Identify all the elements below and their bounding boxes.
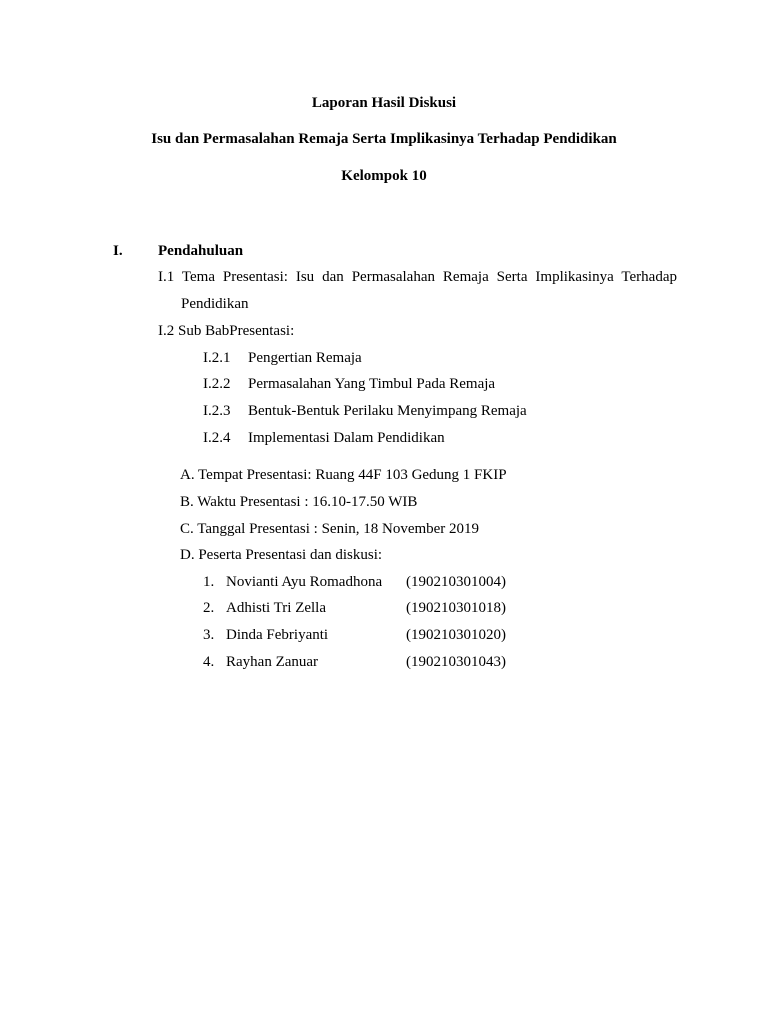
tempat-presentasi: A. Tempat Presentasi: Ruang 44F 103 Gedung 1 FKIP — [180, 467, 507, 483]
sub-item-label: Pengertian Remaja — [248, 350, 362, 366]
group-label: Kelompok 10 — [341, 168, 427, 184]
document-title: Laporan Hasil Diskusi — [311, 95, 457, 111]
sub-item-number: I.2.1 — [203, 350, 231, 366]
tanggal-presentasi: C. Tanggal Presentasi : Senin, 18 November 2019 — [180, 521, 480, 537]
participant-id: (190210301020) — [406, 627, 506, 643]
sub-item-number: I.2.4 — [203, 430, 231, 446]
participant-name: Rayhan Zanuar — [226, 654, 319, 670]
document-subtitle: Isu dan Permasalahan Remaja Serta Implikasinya Terhadap Pendidikan — [151, 131, 617, 147]
participant-number: 3. — [203, 627, 215, 643]
sub-item-label: Bentuk-Bentuk Perilaku Menyimpang Remaja — [248, 403, 527, 419]
sub-item-label: Permasalahan Yang Timbul Pada Remaja — [248, 376, 496, 392]
waktu-presentasi: B. Waktu Presentasi : 16.10-17.50 WIB — [180, 494, 418, 510]
participant-number: 4. — [203, 654, 215, 670]
sub-item-number: I.2.3 — [203, 403, 231, 419]
peserta-heading: D. Peserta Presentasi dan diskusi: — [180, 547, 383, 563]
participant-name: Dinda Febriyanti — [226, 627, 329, 643]
participant-name: Adhisti Tri Zella — [226, 600, 327, 616]
participant-number: 1. — [203, 574, 215, 590]
participant-id: (190210301043) — [406, 654, 506, 670]
participant-id: (190210301004) — [406, 574, 506, 590]
section-number: I. — [113, 243, 123, 259]
tema-line-1: I.1 Tema Presentasi: Isu dan Permasalahan Remaja Serta Implikasinya Terhadap — [158, 269, 677, 285]
sub-bab-heading: I.2 Sub BabPresentasi: — [158, 323, 295, 339]
sub-item-number: I.2.2 — [203, 376, 231, 392]
section-heading: Pendahuluan — [158, 243, 244, 259]
participant-id: (190210301018) — [406, 600, 506, 616]
participant-name: Novianti Ayu Romadhona — [226, 574, 383, 590]
participant-number: 2. — [203, 600, 215, 616]
tema-line-2: Pendidikan — [181, 296, 249, 312]
sub-item-label: Implementasi Dalam Pendidikan — [248, 430, 445, 446]
